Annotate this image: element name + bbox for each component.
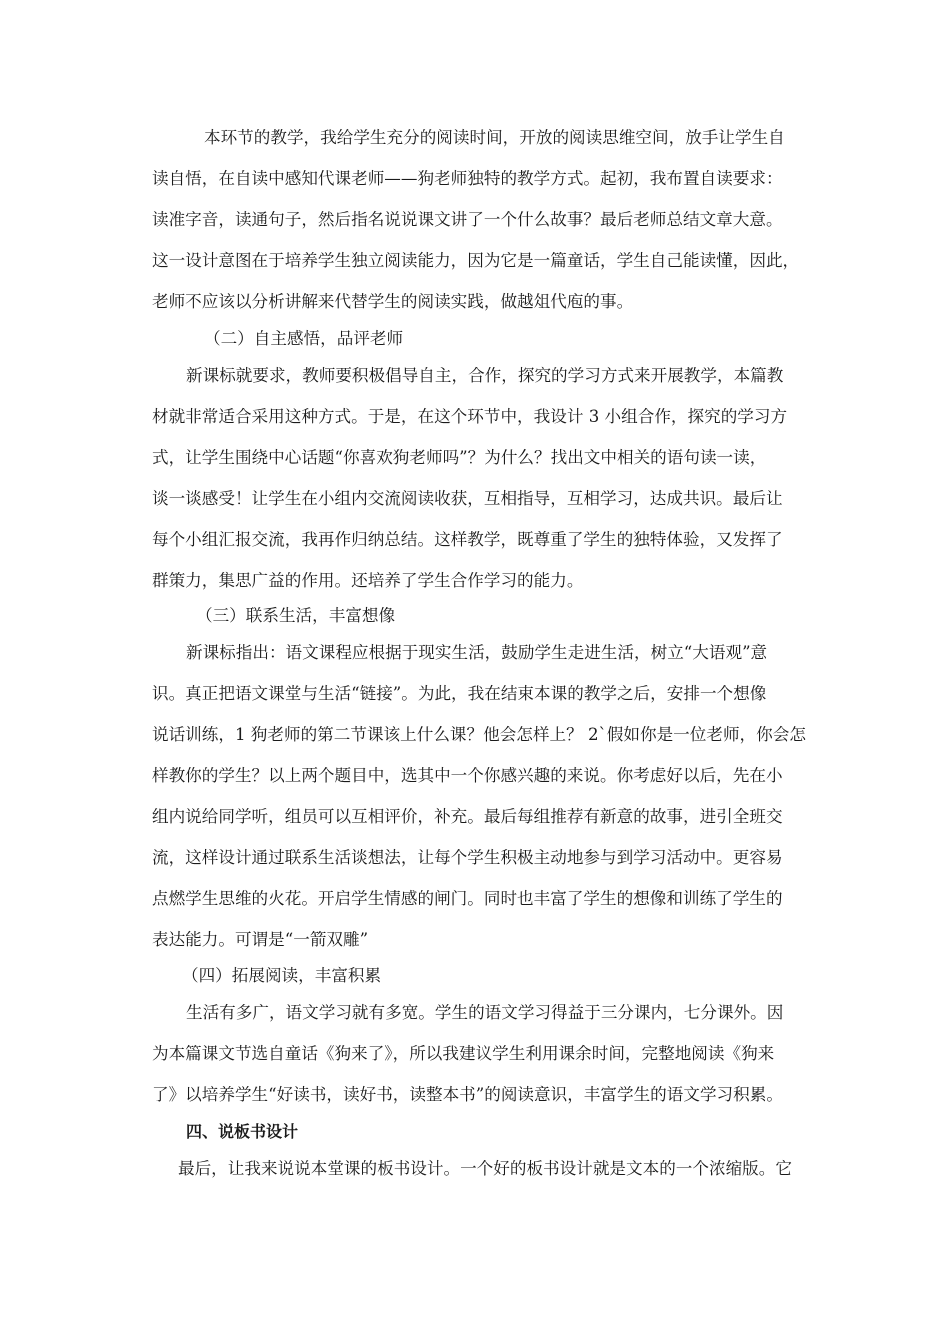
section-heading: （四）拓展阅读，丰富积累	[182, 966, 382, 985]
chapter-heading: 四、说板书设计	[186, 1122, 299, 1141]
paragraph-line: 流，这样设计通过联系生活谈想法，让每个学生积极主动地参与到学习活动中。更容易	[152, 848, 783, 867]
paragraph-line: 读准字音，读通句子，然后指名说说课文讲了一个什么故事？最后老师总结文章大意。	[152, 210, 783, 229]
paragraph-line: 了》以培养学生“好读书，读好书，读整本书”的阅读意识，丰富学生的语文学习积累。	[152, 1085, 783, 1104]
paragraph-line: 本环节的教学，我给学生充分的阅读时间，开放的阅读思维空间，放手让学生自	[204, 128, 785, 147]
paragraph-line: 样教你的学生？以上两个题目中，选其中一个你感兴趣的来说。你考虑好以后，先在小	[152, 766, 783, 785]
paragraph-line: 识。真正把语文课堂与生活“链接”。为此，我在结束本课的教学之后，安排一个想像	[152, 684, 767, 703]
section-heading: （二）自主感悟，品评老师	[204, 329, 404, 348]
paragraph-line: 这一设计意图在于培养学生独立阅读能力，因为它是一篇童话，学生自己能读懂，因此，	[152, 251, 800, 270]
paragraph-line: 群策力，集思广益的作用。还培养了学生合作学习的能力。	[152, 571, 584, 590]
paragraph-line: 新课标指出：语文课程应根据于现实生活，鼓励学生走进生活，树立“大语观”意	[186, 643, 768, 662]
paragraph-line: 每个小组汇报交流，我再作归纳总结。这样教学，既尊重了学生的独特体验，又发挥了	[152, 530, 783, 549]
paragraph-line: 组内说给同学听，组员可以互相评价，补充。最后每组推荐有新意的故事，进引全班交	[152, 807, 783, 826]
paragraph-line: 最后，让我来说说本堂课的板书设计。一个好的板书设计就是文本的一个浓缩版。它	[178, 1159, 792, 1178]
paragraph-line: 材就非常适合采用这种方式。于是，在这个环节中，我设计 3 小组合作，探究的学习方	[152, 407, 788, 426]
paragraph-line: 说话训练，1 狗老师的第二节课该上什么课？他会怎样上？ 2`假如你是一位老师，你会怎	[152, 725, 806, 744]
section-heading: （三）联系生活，丰富想像	[196, 606, 396, 625]
paragraph-line: 读自悟，在自读中感知代课老师——狗老师独特的教学方式。起初，我布置自读要求：	[152, 169, 783, 188]
paragraph-line: 为本篇课文节选自童话《狗来了》，所以我建议学生利用课余时间，完整地阅读《狗来	[152, 1044, 775, 1063]
paragraph-line: 谈一谈感受！让学生在小组内交流阅读收获，互相指导，互相学习，达成共识。最后让	[152, 489, 783, 508]
paragraph-line: 老师不应该以分析讲解来代替学生的阅读实践，做越俎代庖的事。	[152, 292, 634, 311]
paragraph-line: 表达能力。可谓是“一箭双雕”	[152, 930, 369, 949]
paragraph-line: 点燃学生思维的火花。开启学生情感的闸门。同时也丰富了学生的想像和训练了学生的	[152, 889, 783, 908]
paragraph-line: 式，让学生围绕中心话题“你喜欢狗老师吗”？为什么？找出文中相关的语句读一读，	[152, 448, 767, 467]
paragraph-line: 生活有多广，语文学习就有多宽。学生的语文学习得益于三分课内，七分课外。因	[186, 1003, 784, 1022]
paragraph-line: 新课标就要求，教师要积极倡导自主，合作，探究的学习方式来开展教学，本篇教	[186, 366, 784, 385]
